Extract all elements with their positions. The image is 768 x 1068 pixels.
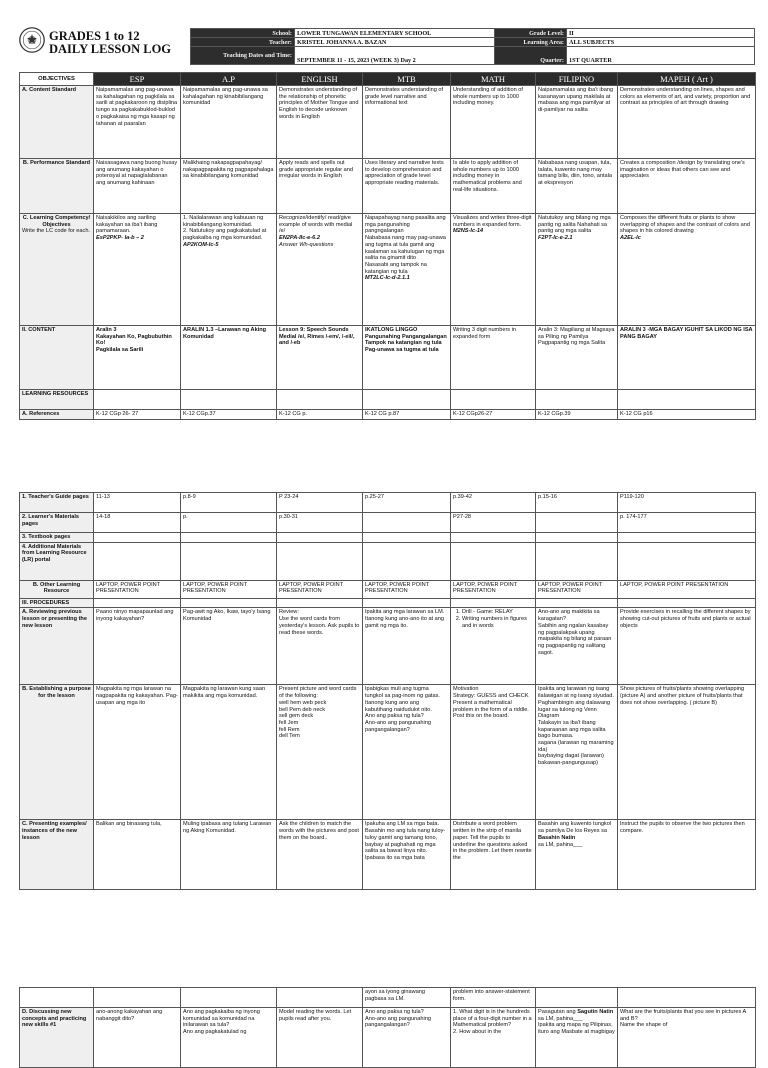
cell-english: Present picture and word cards of the following: well hem web peck bell Pem deb neck sell gem deck fell Jem fell Rem dell Tem xyxy=(277,685,363,820)
cell-mapeh: K-12 CG p16 xyxy=(618,410,756,420)
cell-math: Is able to apply addition of whole numbers up to 1000 including money in mathematical problems and real-life situations. xyxy=(451,159,536,214)
cell-esp: Naipamamalas ang pag-unawa sa kahalagahan ng pagkilala sa sarili at pagkakaroon ng disiplina tungo sa pagkakabuklod-buklod o pagkakaisa ng mga kasapi ng tahanan at paaralan xyxy=(94,86,181,159)
cell-mtb: Ipakuha ang LM sa mga bata. Basahin mo ang tula nang tuloy-tuloy gamit ang tamang tono, baybay at paghahati ng mga salita sa bawat linya nito. Ipabasa ito sa mga bata xyxy=(363,820,451,890)
mtb-lc-code: MT2LC-Ic-d-2.1.1 xyxy=(365,275,410,282)
dates-label: Teaching Dates and Time: xyxy=(191,47,295,65)
title-line-2: DAILY LESSON LOG xyxy=(49,42,172,56)
quarter-label: Quarter: xyxy=(495,47,567,65)
row-label-content-standard: A. Content Standard xyxy=(20,86,94,159)
cell-english: Apply reads and spells out grade appropriate regular and irregular words in English xyxy=(277,159,363,214)
table-row xyxy=(20,214,756,326)
row-label-content: II. CONTENT xyxy=(20,326,94,390)
cell-english: Ask the children to match the words with the pictures and post them on the board.. xyxy=(277,820,363,890)
cell-filipino xyxy=(536,214,618,326)
cell-mtb xyxy=(363,513,451,533)
cell-mapeh: p. 174-177 xyxy=(618,513,756,533)
cell-math: 1. What digit is in the hundreds place of a four-digit number in a Mathematical problem? 2. How about in the xyxy=(451,1008,536,1068)
row-label-teachers-guide: 1. Teacher's Guide pages xyxy=(20,493,94,513)
filipino-discussing-text: Pasagutan ang xyxy=(538,1009,576,1015)
cell-mtb: Uses literary and narrative texts to develop comprehension and appreciation of grade level appropriate reading materials. xyxy=(363,159,451,214)
row-label-textbook: 3. Textbook pages xyxy=(20,533,94,543)
mapeh-lc-code: A2EL-Ic xyxy=(620,235,641,242)
grade-label: Grade Level: xyxy=(495,29,567,38)
table-row xyxy=(20,86,756,159)
table-row xyxy=(20,542,756,580)
cell-mapeh: Demonstrates understanding on lines, shapes and colors as elements of art, and variety, proportion and contrast as principles of art through drawing xyxy=(618,86,756,159)
grade-value: II xyxy=(567,29,755,38)
filipino-presenting-page: sa LM, pahina___ xyxy=(538,841,583,848)
cell-esp: Naisasagawa nang buong husay ang anumang kakayahan o potensyal at napaglalabanan ang anumang kahinaan xyxy=(94,159,181,214)
table-row xyxy=(20,410,756,420)
cell-ap: Muling ipabasa ang tulang Larawan ng Aking Komunidad. xyxy=(181,820,277,890)
table-row xyxy=(20,820,756,890)
table-row xyxy=(20,580,756,598)
cell-english: p.30-31 xyxy=(277,513,363,533)
cell-mapeh xyxy=(618,214,756,326)
cell-math xyxy=(451,608,536,685)
table-row xyxy=(20,390,756,410)
cell-esp: Magpakita ng mga larawan na nagpapakita ng kakayahan. Pag-usapan ang mga ito xyxy=(94,685,181,820)
cell-ap: Magpakita ng larawan kung saan makikita ang mga komunidad. xyxy=(181,685,277,820)
cell-english: P 23-24 xyxy=(277,493,363,513)
cell-mtb: Demonstrates understanding of grade level narrative and informational text xyxy=(363,86,451,159)
english-competency-extra: Answer Wh-questions xyxy=(279,241,334,248)
learning-competency-label: C. Learning Competency/ Objectives xyxy=(22,215,91,228)
header-filipino: FILIPINO xyxy=(536,73,618,86)
row-label-presenting: C. Presenting examples/ instances of the new lesson xyxy=(20,820,94,890)
cell-esp: 11-13 xyxy=(94,493,181,513)
math-lc-code: M2NS-Ic-14 xyxy=(453,228,484,235)
cell-ap: Naipamamalas ang pag-unawa sa kahalagahan ng kinabibilangang komunidad xyxy=(181,86,277,159)
cell-mtb: Ipabigkas muli ang tugma tungkol sa pag-inom ng gatas. Itanong kung ano ang kabutihang naidudulot nito. Ano ang paksa ng tula? Ano-ano ang pangunahing pangangalangan? xyxy=(363,685,451,820)
cell-filipino: LAPTOP, POWER POINT PRESENTATION xyxy=(536,580,618,598)
row-label-learning-resources: LEARNING RESOURCES xyxy=(20,390,94,410)
cell-filipino: K-12 CGp.39 xyxy=(536,410,618,420)
header-english: ENGLISH xyxy=(277,73,363,86)
cell-filipino xyxy=(536,820,618,890)
header-objectives: OBJECTIVES xyxy=(20,73,94,86)
cell-mtb: ayon sa iyong ginawang pagbasa sa LM. xyxy=(363,988,451,1008)
cell-mapeh: What are the fruits/plants that you see in pictures A and B? Name the shape of xyxy=(618,1008,756,1068)
cell-ap: LAPTOP, POWER POINT PRESENTATION xyxy=(181,580,277,598)
cell-mtb: Ipakita ang mga larawan sa LM. Itanong kung ano-ano ito at ang gamit ng mga ito. xyxy=(363,608,451,685)
ap-competency: 1. Nailalarawan ang kabuuan ng kinabibilangang komunidad. 2. Natutukoy ang pagkakatulad at pagkakaiba ng mga komunidad. xyxy=(183,215,267,242)
filipino-presenting-title: Basahin Natin xyxy=(538,834,576,841)
cell-ap: K-12 CGp.37 xyxy=(181,410,277,420)
cell-english: K-12 CG p. xyxy=(277,410,363,420)
english-competency: Recognize/identify/ read/give example of words with medial /e/ xyxy=(279,215,353,235)
cell-mapeh: P119-120 xyxy=(618,493,756,513)
cell-mapeh: ARALIN 3 -MGA BAGAY IGUHIT SA LIKOD NG ISA PANG BAGAY xyxy=(618,326,756,390)
filipino-presenting-text: Basahin ang kuwento tungkol sa pamilya De los Reyes sa xyxy=(538,821,612,835)
cell-mtb: IKATLONG LINGGO Pangunahing Pangangalangan Tampok na katangian ng tula Pag-unawa sa tugma at tula xyxy=(363,326,451,390)
cell-filipino: Ano-ano ang makikita sa karagatan? Sabihin ang ngalan kasabay ng pagpalakpak upang maipakita ng bilang at paraan ng pagpapantig ng salitang sagot. xyxy=(536,608,618,685)
cell-math: Motivation Strategy: GUESS and CHECK Present a mathematical problem in the form of a riddle. Post this on the board. xyxy=(451,685,536,820)
cell-math: K-12 CGp26-27 xyxy=(451,410,536,420)
cell-mapeh: Show pictures of fruits/plants showing overlapping (picture A) and another picture of fruits/plants that does not show overlapping. ( picture B) xyxy=(618,685,756,820)
cell-esp xyxy=(94,214,181,326)
cell-english: Model reading the words. Let pupils read after you. xyxy=(277,1008,363,1068)
deped-seal-logo xyxy=(19,27,45,53)
cell-filipino: Ipakita ang larawan ng isang ilalawigan at ng isang siyudad. Paghambingin ang dalawang lugar sa tulong ng Venn Diagram Talakayin sa iba't ibang kaparaanan ang mga salita bago bumasa. sagana (larawan ng maraming ida) baybaying dagat (larawan) bakawan-pangungusap) xyxy=(536,685,618,820)
row-label-other-resources: B. Other Learning Resource xyxy=(20,580,94,598)
row-label-references: A. References xyxy=(20,410,94,420)
cell-mtb: Ano ang paksa ng tula? Ano-ano ang pangunahing pangangalangan? xyxy=(363,1008,451,1068)
quarter-value: 1ST QUARTER xyxy=(567,47,755,65)
cell-mtb: LAPTOP, POWER POINT PRESENTATION xyxy=(363,580,451,598)
cell-math: p.39-42 xyxy=(451,493,536,513)
cell-math: LAPTOP, POWER POINT PRESENTATION xyxy=(451,580,536,598)
lesson-table-part-2 xyxy=(19,492,756,890)
cell-mtb: K-12 CG p.87 xyxy=(363,410,451,420)
english-lc-code: EN2PA-IIc-e-6.2 xyxy=(279,235,320,242)
cell-ap: ARALIN 1.3 –Larawan ng Aking Komunidad xyxy=(181,326,277,390)
learning-area-label: Learning Area: xyxy=(495,38,567,47)
learning-area-value: ALL SUBJECTS xyxy=(567,38,755,47)
cell-mapeh: Provide exercises in recalling the different shapes by showing cut-out pictures of fruits and plants or actual objects xyxy=(618,608,756,685)
cell-math: Distribute a word problem written in the strip of manila paper. Tell the pupils to underline the questions asked in the problem. Let them rewrite the xyxy=(451,820,536,890)
header-math: MATH xyxy=(451,73,536,86)
cell-filipino: Naipamamalas ang iba't ibang kasanayan upang makilala at mabasa ang mga pamilyar at di-pamilyar na salita xyxy=(536,86,618,159)
cell-filipino: Aralin 3: Magiliang at Magsaya sa Piling ng Pamilya Pagpapantig ng mga Salita xyxy=(536,326,618,390)
table-row xyxy=(20,493,756,513)
header-mapeh: MAPEH ( Art ) xyxy=(618,73,756,86)
row-label-learning-competency xyxy=(20,214,94,326)
lesson-table-part-1 xyxy=(19,72,756,420)
filipino-discussing-rest: sa LM, pahina___ Ipakita ang mapa ng Pilipinas, ituro ang Masbate at magbigay xyxy=(538,1015,615,1036)
learning-competency-sublabel: Write the LC code for each. xyxy=(22,228,90,235)
row-label-procedures: III. PROCEDURES xyxy=(20,598,94,608)
cell-filipino xyxy=(536,513,618,533)
lesson-table-part-3 xyxy=(19,987,756,1068)
math-competency: Visualizes and writes three-digit numbers in expanded form. xyxy=(453,215,532,228)
ap-lc-code: AP2KOM-Ic-5 xyxy=(183,241,219,248)
header-ap: A.P xyxy=(181,73,277,86)
cell-english: Demonstrates understanding of the relationship of phonetic principles of Mother Tongue and English to decode unknown words in English xyxy=(277,86,363,159)
table-row xyxy=(20,513,756,533)
cell-ap: Pag-awit ng Ako, Ikaw, tayo'y Isang Komunidad xyxy=(181,608,277,685)
cell-math: problem into answer-statement form. xyxy=(451,988,536,1008)
table-row xyxy=(20,598,756,608)
title-line-1: GRADES 1 to 12 xyxy=(49,29,140,43)
table-row xyxy=(20,1008,756,1068)
row-label-performance-standard: B. Performance Standard xyxy=(20,159,94,214)
cell-esp: LAPTOP, POWER POINT PRESENTATION xyxy=(94,580,181,598)
row-label-discussing: D. Discussing new concepts and practicing new skills #1 xyxy=(20,1008,94,1068)
cell-ap: Malikhaing nakapagpapahayag/ nakapagpapakita ng pagpapahalaga sa kinabibilangang komunidad xyxy=(181,159,277,214)
row-label-reviewing: A. Reviewing previous lesson or presenting the new lesson xyxy=(20,608,94,685)
table-row xyxy=(20,533,756,543)
filipino-discussing-title: Sagutin Natin xyxy=(577,1009,614,1015)
cell-mapeh: LAPTOP, POWER POINT PRESENTATION xyxy=(618,580,756,598)
cell-math: Understanding of addition of whole numbers up to 1000 including money. xyxy=(451,86,536,159)
cell-math: P27-28 xyxy=(451,513,536,533)
dates-value: SEPTEMBER 11 - 15, 2023 (WEEK 3) Day 2 xyxy=(295,47,495,65)
mtb-competency: Napapahayag nang pasalita ang mga pangunahing pangngalangan Nababasa nang may pag-unawa ang tugma at tula gamit ang kaalaman sa kahulugan ng mga salita na ginamit dito Nasasabi ang tampok na katangian ng tula xyxy=(365,215,446,275)
cell-filipino: p.15-16 xyxy=(536,493,618,513)
filipino-lc-code: F2PT-Ic-e-2.1 xyxy=(538,235,573,242)
header-mtb: MTB xyxy=(363,73,451,86)
esp-competency: Naisakikilos ang sariling kakayahan sa iba't ibang pamamaraan. xyxy=(96,215,158,235)
list-item: 2. Writing numbers in figures and in words xyxy=(462,616,533,629)
table-row xyxy=(20,608,756,685)
cell-mapeh: Creates a composition /design by translating one's imagination or ideas that others can see and appreciates xyxy=(618,159,756,214)
row-label-additional-materials: 4. Additional Materials from Learning Resource (LR) portal xyxy=(20,542,94,580)
cell-ap: p. xyxy=(181,513,277,533)
school-value: LOWER TUNGAWAN ELEMENTARY SCHOOL xyxy=(295,29,495,38)
cell-ap: p.8-9 xyxy=(181,493,277,513)
mapeh-competency: Composes the different fruits or plants to show overlapping of shapes and the contrast of colors and shapes in his colored drawing xyxy=(620,215,750,235)
cell-mtb: p.25-27 xyxy=(363,493,451,513)
table-row xyxy=(20,685,756,820)
table-row xyxy=(20,159,756,214)
header-info-table xyxy=(190,28,755,65)
row-label-learners-materials: 2. Learner's Materials pages xyxy=(20,513,94,533)
cell-ap: Ano ang pagkakaiba ng inyong komunidad sa komunidad na inilarawan sa tula? Ano ang pagkakatulad ng xyxy=(181,1008,277,1068)
cell-english: LAPTOP, POWER POINT PRESENTATION xyxy=(277,580,363,598)
cell-esp: K-12 CGp 26- 27 xyxy=(94,410,181,420)
cell-english: Review: Use the word cards from yesterday's lesson. Ask pupils to read these words. xyxy=(277,608,363,685)
cell-esp: Aralin 3 Kakayahan Ko, Pagbubuthin Ko! Pagkilala sa Sarili xyxy=(94,326,181,390)
cell-filipino xyxy=(536,1008,618,1068)
school-label: School: xyxy=(191,29,295,38)
cell-ap xyxy=(181,214,277,326)
cell-mtb xyxy=(363,214,451,326)
cell-english: Lesson 9: Speech Sounds Medial /e/, Rimes /-em/, /-eil/, and /-eb xyxy=(277,326,363,390)
teacher-label: Teacher: xyxy=(191,38,295,47)
cell-esp: Paano ninyo mapapaunlad ang inyong kakayahan? xyxy=(94,608,181,685)
cell-english xyxy=(277,214,363,326)
esp-lc-code: EsP2PKP- Ia-b – 2 xyxy=(96,235,144,242)
teacher-value: KRISTEL JOHANNA A. BAZAN xyxy=(295,38,495,47)
cell-esp: Balikan ang binasang tula, xyxy=(94,820,181,890)
cell-esp: 14-18 xyxy=(94,513,181,533)
cell-filipino: Nababasa nang usapan, tula, talata, kuwento nang may tamang bilis, diin, tono, antala at ekspresyon xyxy=(536,159,618,214)
cell-esp: ano-anong kakayahan ang nabanggit dito? xyxy=(94,1008,181,1068)
cell-math: Writing 3 digit numbers in expanded form xyxy=(451,326,536,390)
cell-mapeh: Instruct the pupils to observe the two pictures then compare. xyxy=(618,820,756,890)
table-row xyxy=(20,988,756,1008)
header-esp: ESP xyxy=(94,73,181,86)
filipino-competency: Natutukoy ang bilang ng mga pantig ng salita Nahahati sa pantig ang mga salita xyxy=(538,215,611,235)
math-review-list xyxy=(453,609,533,629)
cell-math xyxy=(451,214,536,326)
list-item: 1. Drill - Game: RELAY xyxy=(462,609,533,616)
table-row xyxy=(20,326,756,390)
row-label-establishing: B. Establishing a purpose for the lesson xyxy=(20,685,94,820)
